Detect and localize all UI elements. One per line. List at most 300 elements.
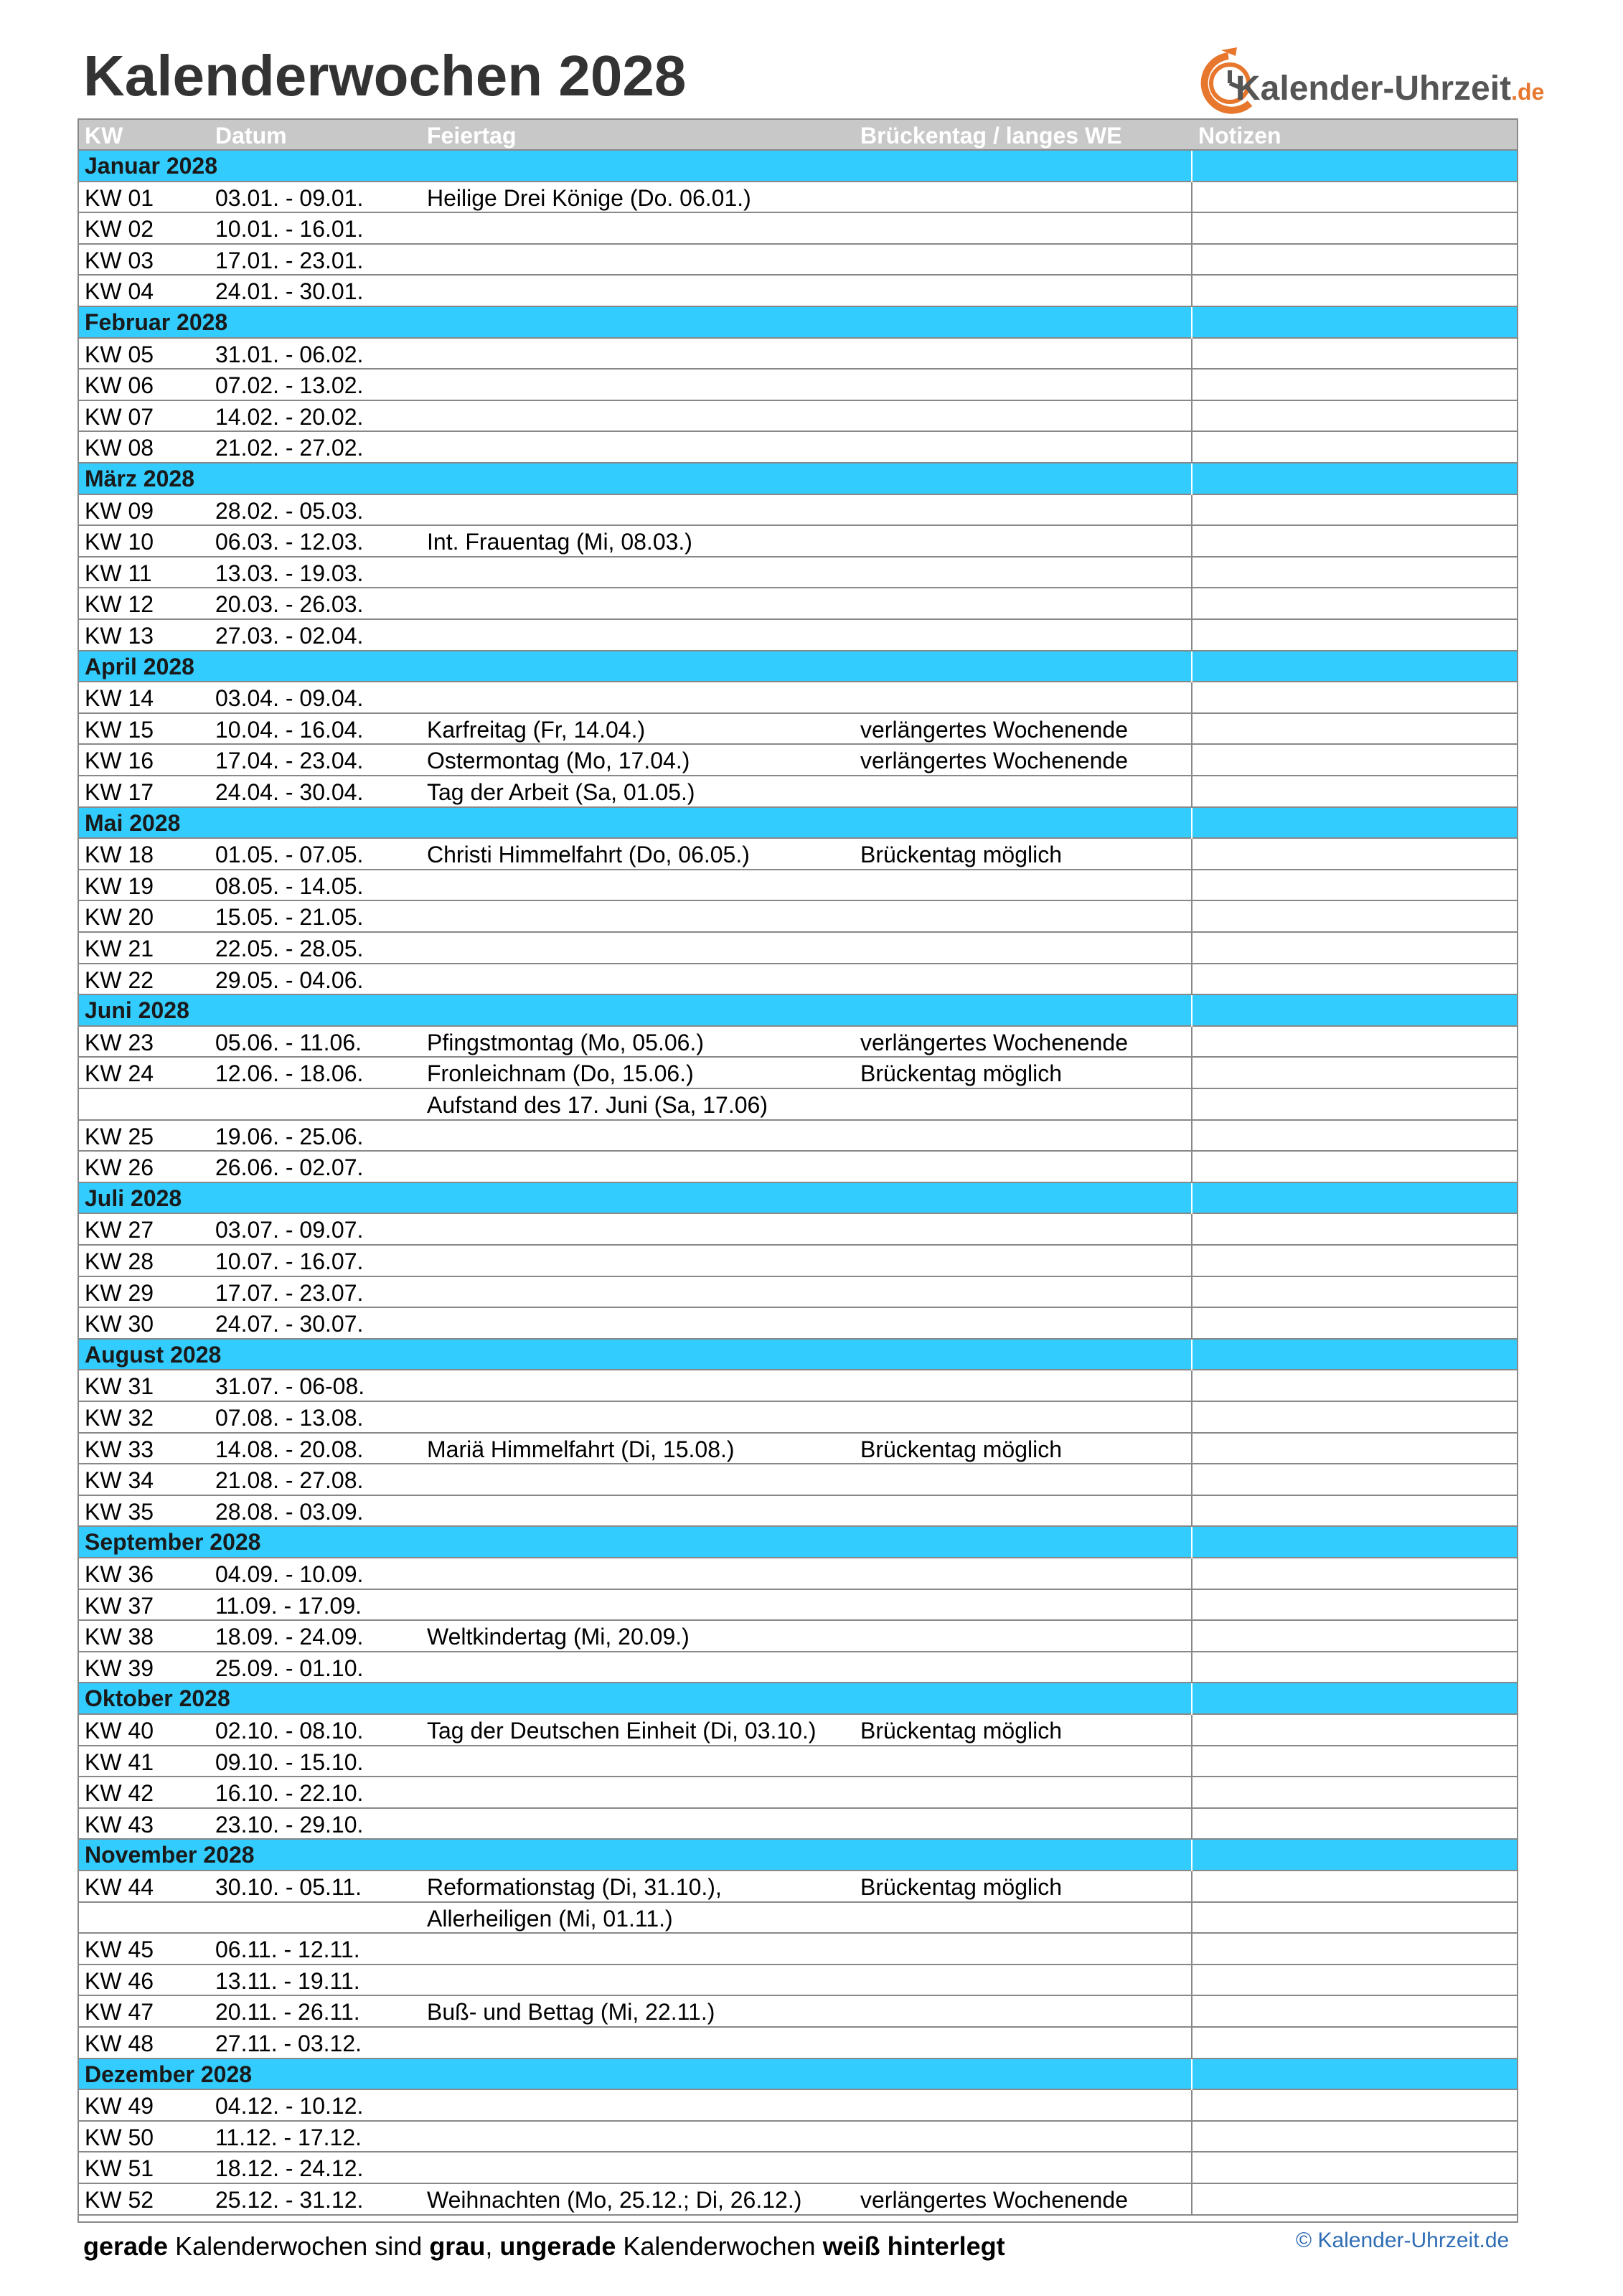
notes-divider xyxy=(1191,745,1192,776)
notes-divider xyxy=(1191,808,1192,839)
month-label: Oktober 2028 xyxy=(85,1685,230,1712)
notes-cell[interactable] xyxy=(1192,339,1517,369)
week-number: KW 47 xyxy=(85,1999,154,2026)
week-row xyxy=(79,1058,1517,1089)
notes-divider xyxy=(1191,714,1192,745)
notes-divider xyxy=(1191,432,1192,464)
week-date-range: 18.12. - 24.12. xyxy=(215,2155,364,2182)
notes-cell[interactable] xyxy=(1192,1996,1517,2026)
notes-divider xyxy=(1191,1777,1192,1809)
notes-divider xyxy=(1191,526,1192,557)
week-date-range: 13.11. - 19.11. xyxy=(215,1967,360,1994)
calendar-table xyxy=(77,118,1518,2223)
week-number: KW 09 xyxy=(85,497,154,524)
week-number: KW 51 xyxy=(85,2155,154,2182)
notes-divider xyxy=(1191,1277,1192,1309)
month-label: Juni 2028 xyxy=(85,997,189,1024)
notes-divider xyxy=(1191,1715,1192,1746)
notes-cell[interactable] xyxy=(1192,1715,1517,1745)
holiday-cell: Tag der Arbeit (Sa, 01.05.) xyxy=(427,779,695,805)
week-row xyxy=(79,526,1517,557)
notes-cell[interactable] xyxy=(1192,839,1517,869)
week-row xyxy=(79,2184,1517,2216)
week-date-range: 25.12. - 31.12. xyxy=(215,2187,364,2213)
notes-divider xyxy=(1191,620,1192,651)
notes-cell[interactable] xyxy=(1192,1246,1517,1276)
notes-cell[interactable] xyxy=(1192,1965,1517,1995)
week-number: KW 10 xyxy=(85,529,154,555)
week-row xyxy=(79,1809,1517,1840)
notes-divider xyxy=(1191,1464,1192,1496)
bridge-day-cell: Brückentag möglich xyxy=(860,1874,1063,1900)
week-date-range: 01.05. - 07.05. xyxy=(215,842,364,868)
bridge-day-cell: Brückentag möglich xyxy=(860,842,1063,868)
week-number: KW 52 xyxy=(85,2187,154,2213)
notes-cell[interactable] xyxy=(1192,182,1517,212)
month-label: November 2028 xyxy=(85,1842,255,1868)
notes-cell[interactable] xyxy=(1192,1934,1517,1964)
week-row xyxy=(79,714,1517,745)
month-label: Juli 2028 xyxy=(85,1185,182,1211)
week-number: KW 26 xyxy=(85,1154,154,1181)
week-date-range: 31.01. - 06.02. xyxy=(215,341,364,367)
week-number: KW 45 xyxy=(85,1937,154,1963)
holiday-cell: Christi Himmelfahrt (Do, 06.05.) xyxy=(427,842,750,868)
notes-divider xyxy=(1191,588,1192,620)
notes-cell[interactable] xyxy=(1192,213,1517,243)
week-row xyxy=(79,1152,1517,1183)
week-row xyxy=(79,370,1517,401)
week-number: KW 03 xyxy=(85,247,154,273)
notes-cell[interactable] xyxy=(1192,2184,1517,2214)
notes-divider xyxy=(1191,1871,1192,1903)
week-date-range: 03.01. - 09.01. xyxy=(215,184,364,211)
notes-cell[interactable] xyxy=(1192,682,1517,712)
month-header-row xyxy=(79,1183,1517,1215)
week-date-range: 27.11. - 03.12. xyxy=(215,2031,362,2056)
month-header-row xyxy=(79,464,1517,495)
notes-divider xyxy=(1191,1840,1192,1871)
week-row xyxy=(79,1402,1517,1434)
week-row xyxy=(79,901,1517,933)
notes-divider xyxy=(1191,1996,1192,2028)
week-row xyxy=(79,1308,1517,1340)
week-date-range: 11.12. - 17.12. xyxy=(215,2124,362,2150)
bridge-day-cell: verlängertes Wochenende xyxy=(860,1029,1128,1055)
notes-cell[interactable] xyxy=(1192,1277,1517,1307)
week-number: KW 48 xyxy=(85,2031,154,2056)
notes-cell[interactable] xyxy=(1192,1214,1517,1244)
week-number: KW 05 xyxy=(85,341,154,367)
week-row xyxy=(79,276,1517,307)
notes-divider xyxy=(1191,2152,1192,2184)
notes-cell[interactable] xyxy=(1192,1496,1517,1526)
bridge-day-cell: verlängertes Wochenende xyxy=(860,2187,1128,2213)
week-date-range: 20.11. - 26.11. xyxy=(215,1999,360,2026)
notes-cell[interactable] xyxy=(1192,526,1517,556)
notes-divider xyxy=(1191,495,1192,527)
week-row xyxy=(79,1496,1517,1528)
month-label: Mai 2028 xyxy=(85,809,181,836)
week-number: KW 19 xyxy=(85,872,154,899)
notes-divider xyxy=(1191,1590,1192,1622)
month-header-row xyxy=(79,2059,1517,2091)
holiday-cell: Weltkindertag (Mi, 20.09.) xyxy=(427,1624,690,1650)
week-number: KW 21 xyxy=(85,936,154,961)
week-number: KW 17 xyxy=(85,779,154,805)
week-row xyxy=(79,1246,1517,1277)
week-row xyxy=(79,588,1517,620)
week-row xyxy=(79,213,1517,245)
logo-name: Kalender-Uhrzeit xyxy=(1236,70,1512,108)
month-header-row xyxy=(79,651,1517,683)
notes-cell[interactable] xyxy=(1192,1152,1517,1182)
week-number: KW 15 xyxy=(85,716,154,743)
notes-cell[interactable] xyxy=(1192,1652,1517,1683)
notes-cell[interactable] xyxy=(1192,1746,1517,1777)
week-date-range: 04.09. - 10.09. xyxy=(215,1561,364,1587)
week-date-range: 22.05. - 28.05. xyxy=(215,936,364,961)
week-number: KW 13 xyxy=(85,623,154,649)
week-date-range: 17.04. - 23.04. xyxy=(215,748,364,774)
notes-divider xyxy=(1191,1402,1192,1434)
copyright-link[interactable]: © Kalender-Uhrzeit.de xyxy=(1296,2229,1510,2252)
notes-cell[interactable] xyxy=(1192,557,1517,588)
notes-cell[interactable] xyxy=(1192,964,1517,994)
month-label: Januar 2028 xyxy=(85,153,218,179)
holiday-cell: Karfreitag (Fr, 14.04.) xyxy=(427,716,646,743)
notes-cell[interactable] xyxy=(1192,432,1517,462)
week-date-range: 05.06. - 11.06. xyxy=(215,1029,362,1055)
month-header-row xyxy=(79,151,1517,182)
week-date-range: 24.04. - 30.04. xyxy=(215,779,364,805)
week-date-range: 30.10. - 05.11. xyxy=(215,1874,362,1900)
notes-cell[interactable] xyxy=(1192,620,1517,650)
header-notizen: Notizen xyxy=(1198,123,1281,149)
notes-divider xyxy=(1191,933,1192,964)
week-row xyxy=(79,1590,1517,1622)
notes-cell[interactable] xyxy=(1192,401,1517,431)
week-number: KW 20 xyxy=(85,904,154,931)
week-row xyxy=(79,339,1517,370)
week-number: KW 18 xyxy=(85,842,154,868)
week-number: KW 24 xyxy=(85,1060,154,1087)
notes-divider xyxy=(1191,1434,1192,1465)
notes-cell[interactable] xyxy=(1192,1089,1517,1119)
week-number: KW 23 xyxy=(85,1029,154,1055)
week-row xyxy=(79,933,1517,964)
week-date-range: 11.09. - 17.09. xyxy=(215,1592,362,1619)
notes-divider xyxy=(1191,2184,1192,2216)
week-date-range: 19.06. - 25.06. xyxy=(215,1123,364,1149)
month-label: März 2028 xyxy=(85,466,194,491)
notes-divider xyxy=(1191,901,1192,933)
week-row xyxy=(79,1746,1517,1778)
week-number: KW 11 xyxy=(85,560,152,586)
notes-cell[interactable] xyxy=(1192,1027,1517,1057)
week-row xyxy=(79,182,1517,214)
week-date-range: 23.10. - 29.10. xyxy=(215,1811,364,1838)
week-date-range: 29.05. - 04.06. xyxy=(215,966,364,993)
week-row xyxy=(79,1621,1517,1652)
week-number: KW 34 xyxy=(85,1467,154,1494)
week-number: KW 43 xyxy=(85,1811,154,1838)
week-row xyxy=(79,1777,1517,1809)
week-date-range: 27.03. - 02.04. xyxy=(215,623,364,649)
footer-legend: gerade Kalenderwochen sind grau, ungerade Kalenderwochen weiß hinterlegt xyxy=(83,2231,1005,2261)
week-date-range: 21.08. - 27.08. xyxy=(215,1467,364,1494)
holiday-cell: Int. Frauentag (Mi, 08.03.) xyxy=(427,529,692,555)
week-row xyxy=(79,401,1517,433)
week-row xyxy=(79,1027,1517,1058)
week-date-range: 10.07. - 16.07. xyxy=(215,1248,364,1274)
notes-divider xyxy=(1191,1183,1192,1215)
week-row xyxy=(79,870,1517,902)
notes-divider xyxy=(1191,1934,1192,1965)
notes-cell[interactable] xyxy=(1192,776,1517,806)
week-number: KW 44 xyxy=(85,1874,154,1900)
holiday-cell: Weihnachten (Mo, 25.12.; Di, 26.12.) xyxy=(427,2187,802,2213)
notes-cell[interactable] xyxy=(1192,1370,1517,1401)
week-date-range: 20.03. - 26.03. xyxy=(215,591,364,618)
notes-cell[interactable] xyxy=(1192,495,1517,525)
notes-divider xyxy=(1191,1652,1192,1684)
notes-divider xyxy=(1191,1340,1192,1371)
notes-cell[interactable] xyxy=(1192,1464,1517,1495)
notes-divider xyxy=(1191,870,1192,902)
week-date-range: 17.01. - 23.01. xyxy=(215,247,364,273)
week-row xyxy=(79,495,1517,527)
week-row xyxy=(79,2152,1517,2184)
month-header-row xyxy=(79,808,1517,839)
week-row xyxy=(79,1089,1517,1121)
week-date-range: 06.11. - 12.11. xyxy=(215,1937,360,1963)
notes-cell[interactable] xyxy=(1192,2152,1517,2183)
week-number: KW 41 xyxy=(85,1749,154,1775)
notes-divider xyxy=(1191,776,1192,808)
notes-divider xyxy=(1191,307,1192,339)
month-header-row xyxy=(79,1527,1517,1558)
notes-cell[interactable] xyxy=(1192,1058,1517,1088)
notes-divider xyxy=(1191,1746,1192,1778)
week-number: KW 25 xyxy=(85,1123,154,1149)
notes-divider xyxy=(1191,557,1192,589)
week-number: KW 07 xyxy=(85,403,154,430)
notes-divider xyxy=(1191,2090,1192,2122)
week-row xyxy=(79,745,1517,776)
week-row xyxy=(79,1558,1517,1590)
notes-cell[interactable] xyxy=(1192,1121,1517,1151)
week-number: KW 46 xyxy=(85,1967,154,1994)
notes-divider xyxy=(1191,1903,1192,1934)
week-date-range: 09.10. - 15.10. xyxy=(215,1749,364,1775)
notes-cell[interactable] xyxy=(1192,1621,1517,1651)
week-date-range: 14.08. - 20.08. xyxy=(215,1436,364,1462)
notes-cell[interactable] xyxy=(1192,870,1517,900)
week-row xyxy=(79,1652,1517,1684)
week-number: KW 27 xyxy=(85,1217,154,1243)
week-number: KW 30 xyxy=(85,1311,154,1337)
month-label: Februar 2028 xyxy=(85,309,228,335)
week-date-range: 13.03. - 19.03. xyxy=(215,560,364,586)
week-date-range: 31.07. - 06-08. xyxy=(215,1373,365,1400)
notes-cell[interactable] xyxy=(1192,1809,1517,1839)
notes-divider xyxy=(1191,839,1192,870)
week-date-range: 07.08. - 13.08. xyxy=(215,1405,364,1431)
week-number: KW 16 xyxy=(85,748,154,774)
holiday-cell: Buß- und Bettag (Mi, 22.11.) xyxy=(427,1999,715,2026)
notes-cell[interactable] xyxy=(1192,370,1517,400)
holiday-cell: Mariä Himmelfahrt (Di, 15.08.) xyxy=(427,1436,735,1462)
notes-divider xyxy=(1191,1058,1192,1089)
week-date-range: 28.02. - 05.03. xyxy=(215,497,364,524)
notes-divider xyxy=(1191,2028,1192,2059)
notes-cell[interactable] xyxy=(1192,1558,1517,1589)
notes-divider xyxy=(1191,1152,1192,1183)
notes-divider xyxy=(1191,2122,1192,2153)
week-date-range: 25.09. - 01.10. xyxy=(215,1655,364,1681)
week-number: KW 01 xyxy=(85,184,154,211)
week-row xyxy=(79,1434,1517,1465)
notes-divider xyxy=(1191,1308,1192,1340)
week-row xyxy=(79,1370,1517,1402)
notes-divider xyxy=(1191,1809,1192,1840)
week-row xyxy=(79,2122,1517,2153)
notes-cell[interactable] xyxy=(1192,2090,1517,2120)
holiday-cell: Tag der Deutschen Einheit (Di, 03.10.) xyxy=(427,1718,817,1744)
notes-cell[interactable] xyxy=(1192,2122,1517,2152)
week-date-range: 02.10. - 08.10. xyxy=(215,1718,364,1744)
notes-divider xyxy=(1191,995,1192,1027)
notes-divider xyxy=(1191,213,1192,245)
bridge-day-cell: Brückentag möglich xyxy=(860,1718,1063,1744)
notes-divider xyxy=(1191,370,1192,401)
week-number: KW 14 xyxy=(85,685,154,712)
week-date-range: 06.03. - 12.03. xyxy=(215,529,364,555)
week-number: KW 49 xyxy=(85,2093,154,2119)
week-date-range: 21.02. - 27.02. xyxy=(215,435,364,461)
week-number: KW 02 xyxy=(85,216,154,243)
week-number: KW 31 xyxy=(85,1373,154,1400)
notes-divider xyxy=(1191,1527,1192,1558)
week-row xyxy=(79,1214,1517,1246)
notes-cell[interactable] xyxy=(1192,1402,1517,1432)
bridge-day-cell: verlängertes Wochenende xyxy=(860,748,1128,774)
table-header xyxy=(79,120,1517,151)
week-row xyxy=(79,2090,1517,2122)
week-date-range: 17.07. - 23.07. xyxy=(215,1279,364,1306)
week-number: KW 33 xyxy=(85,1436,154,1462)
week-date-range: 07.02. - 13.02. xyxy=(215,372,364,399)
notes-cell[interactable] xyxy=(1192,1308,1517,1338)
week-number: KW 12 xyxy=(85,591,154,618)
week-row xyxy=(79,1934,1517,1965)
notes-divider xyxy=(1191,276,1192,307)
notes-cell[interactable] xyxy=(1192,1871,1517,1901)
notes-cell[interactable] xyxy=(1192,1590,1517,1620)
week-date-range: 15.05. - 21.05. xyxy=(215,904,364,931)
week-row xyxy=(79,620,1517,651)
notes-cell[interactable] xyxy=(1192,1903,1517,1933)
notes-divider xyxy=(1191,1965,1192,1997)
week-number: KW 50 xyxy=(85,2124,154,2150)
week-row xyxy=(79,1871,1517,1903)
holiday-cell: Pfingstmontag (Mo, 05.06.) xyxy=(427,1029,704,1055)
week-row xyxy=(79,2028,1517,2059)
holiday-cell: Fronleichnam (Do, 15.06.) xyxy=(427,1060,694,1087)
week-date-range: 10.04. - 16.04. xyxy=(215,716,364,743)
notes-divider xyxy=(1191,2059,1192,2091)
notes-cell[interactable] xyxy=(1192,588,1517,618)
month-label: April 2028 xyxy=(85,653,194,679)
week-date-range: 24.01. - 30.01. xyxy=(215,278,364,305)
holiday-cell: Aufstand des 17. Juni (Sa, 17.06) xyxy=(427,1092,768,1118)
week-row xyxy=(79,1121,1517,1152)
notes-divider xyxy=(1191,339,1192,370)
notes-cell[interactable] xyxy=(1192,2028,1517,2058)
week-row xyxy=(79,557,1517,589)
notes-cell[interactable] xyxy=(1192,276,1517,306)
notes-cell[interactable] xyxy=(1192,1777,1517,1807)
notes-cell[interactable] xyxy=(1192,245,1517,275)
bridge-day-cell: Brückentag möglich xyxy=(860,1060,1063,1087)
notes-divider xyxy=(1191,464,1192,495)
week-date-range: 28.08. - 03.09. xyxy=(215,1498,364,1525)
week-number: KW 42 xyxy=(85,1780,154,1807)
week-row xyxy=(79,964,1517,996)
week-number: KW 04 xyxy=(85,278,154,305)
notes-cell[interactable] xyxy=(1192,714,1517,744)
week-row xyxy=(79,432,1517,464)
week-row xyxy=(79,1715,1517,1746)
week-row xyxy=(79,1996,1517,2028)
logo-wordmark xyxy=(1236,72,1544,106)
header-datum: Datum xyxy=(215,123,287,149)
week-date-range: 26.06. - 02.07. xyxy=(215,1154,364,1181)
month-header-row xyxy=(79,1840,1517,1871)
week-row xyxy=(79,682,1517,714)
week-row xyxy=(79,1277,1517,1309)
month-label: Dezember 2028 xyxy=(85,2061,253,2087)
notes-divider xyxy=(1191,1089,1192,1121)
week-number: KW 29 xyxy=(85,1279,154,1306)
notes-divider xyxy=(1191,682,1192,714)
month-header-row xyxy=(79,1683,1517,1715)
month-header-row xyxy=(79,1340,1517,1371)
notes-cell[interactable] xyxy=(1192,1434,1517,1464)
notes-cell[interactable] xyxy=(1192,933,1517,963)
notes-divider xyxy=(1191,182,1192,214)
notes-divider xyxy=(1191,651,1192,683)
header-bruecke: Brückentag / langes WE xyxy=(860,123,1122,149)
notes-divider xyxy=(1191,1558,1192,1590)
notes-cell[interactable] xyxy=(1192,901,1517,931)
notes-divider xyxy=(1191,401,1192,433)
notes-cell[interactable] xyxy=(1192,745,1517,775)
week-row xyxy=(79,776,1517,808)
week-number: KW 22 xyxy=(85,966,154,993)
bridge-day-cell: Brückentag möglich xyxy=(860,1436,1063,1462)
notes-divider xyxy=(1191,1027,1192,1058)
holiday-cell: Heilige Drei Könige (Do. 06.01.) xyxy=(427,184,751,211)
notes-divider xyxy=(1191,1496,1192,1528)
week-number: KW 40 xyxy=(85,1718,154,1744)
page-title: Kalenderwochen 2028 xyxy=(83,44,687,108)
notes-divider xyxy=(1191,964,1192,996)
week-number: KW 39 xyxy=(85,1655,154,1681)
month-header-row xyxy=(79,307,1517,339)
bridge-day-cell: verlängertes Wochenende xyxy=(860,716,1128,743)
